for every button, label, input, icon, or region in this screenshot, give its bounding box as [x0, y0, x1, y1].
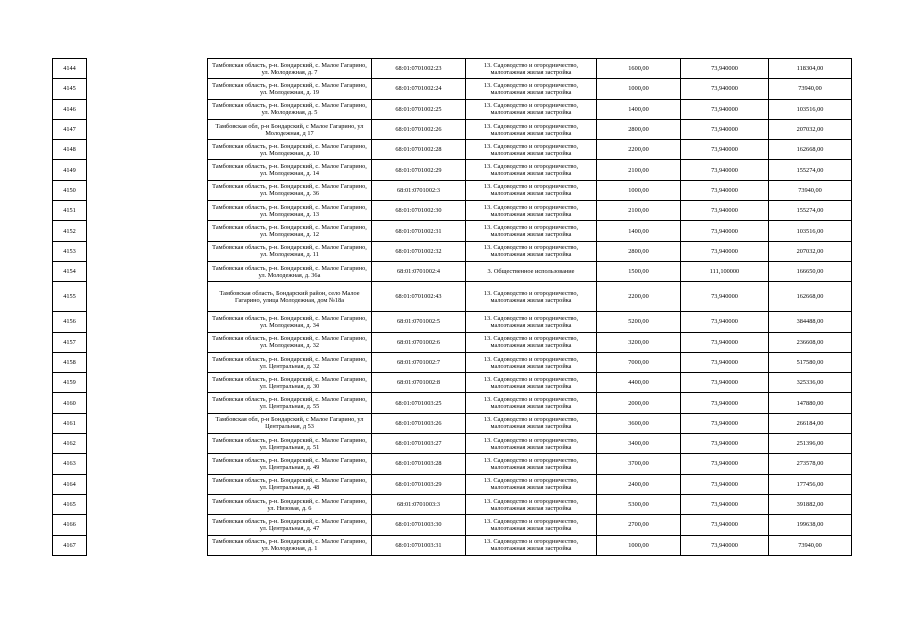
row-number-cell: 4157 [53, 332, 87, 352]
spacer-cell [87, 474, 208, 494]
land-use-cell: 13. Садоводство и огородничество, малоэтажная жилая застройка [466, 332, 597, 352]
row-number-cell: 4166 [53, 515, 87, 535]
cadastral-number-cell: 68:01:0701002:7 [372, 352, 466, 372]
cadastral-value-cell: 391882,00 [769, 494, 852, 514]
spacer-cell [87, 241, 208, 261]
cadastral-value-cell: 517580,00 [769, 352, 852, 372]
cadastral-number-cell: 68:01:0701003:25 [372, 393, 466, 413]
address-cell: Тамбовская область, р-н. Бондарский, с. Малое Гагарино, ул. Центральная, д. 47 [208, 515, 372, 535]
address-cell: Тамбовская область, р-н. Бондарский, с. Малое Гагарино, ул. Молодежная, д. 14 [208, 160, 372, 180]
spacer-cell [87, 352, 208, 372]
land-use-cell: 13. Садоводство и огородничество, малоэтажная жилая застройка [466, 221, 597, 241]
spacer-cell [87, 221, 208, 241]
area-cell: 2700,00 [597, 515, 681, 535]
address-cell: Тамбовская обл, р-н Бондарский, с Малое Гагарино, ул Молодежная, д 17 [208, 119, 372, 139]
land-use-cell: 13. Садоводство и огородничество, малоэтажная жилая застройка [466, 373, 597, 393]
spacer-cell [87, 535, 208, 555]
spacer-cell [87, 393, 208, 413]
cadastral-rate-cell: 73,940000 [681, 393, 769, 413]
row-number-cell: 4149 [53, 160, 87, 180]
cadastral-number-cell: 68:01:0701002:25 [372, 99, 466, 119]
table-row [53, 352, 852, 372]
address-cell: Тамбовская область, р-н. Бондарский, с. Малое Гагарино, ул. Молодежная, д. 1 [208, 535, 372, 555]
cadastral-rate-cell: 73,940000 [681, 79, 769, 99]
spacer-cell [87, 373, 208, 393]
address-cell: Тамбовская обл, р-н Бондарский, с Малое Гагарино, ул Центральная, д 53 [208, 413, 372, 433]
table-row [53, 261, 852, 281]
land-use-cell: 13. Садоводство и огородничество, малоэтажная жилая застройка [466, 312, 597, 332]
table-row [53, 535, 852, 555]
address-cell: Тамбовская область, р-н. Бондарский, с. Малое Гагарино, ул. Молодежная, д. 13 [208, 201, 372, 221]
spacer-cell [87, 515, 208, 535]
cadastral-rate-cell: 73,940000 [681, 494, 769, 514]
row-number-cell: 4156 [53, 312, 87, 332]
address-cell: Тамбовская область, р-н. Бондарский, с. Малое Гагарино, ул. Молодежная, д. 36а [208, 261, 372, 281]
cadastral-number-cell: 68:01:0701002:3 [372, 180, 466, 200]
address-cell: Тамбовская область, р-н. Бондарский, с. Малое Гагарино, ул. Низовая, д. 6 [208, 494, 372, 514]
cadastral-number-cell: 68:01:0701003:31 [372, 535, 466, 555]
cadastral-rate-cell: 73,940000 [681, 434, 769, 454]
area-cell: 3400,00 [597, 434, 681, 454]
cadastral-value-cell: 325336,00 [769, 373, 852, 393]
area-cell: 1000,00 [597, 79, 681, 99]
address-cell: Тамбовская область, р-н. Бондарский, с. Малое Гагарино, ул. Молодежная, д. 5 [208, 99, 372, 119]
address-cell: Тамбовская область, р-н. Бондарский, с. Малое Гагарино, ул. Центральная, д. 48 [208, 474, 372, 494]
cadastral-value-cell: 155274,00 [769, 201, 852, 221]
land-use-cell: 13. Садоводство и огородничество, малоэтажная жилая застройка [466, 413, 597, 433]
table-row [53, 282, 852, 312]
table-row [53, 59, 852, 79]
cadastral-value-cell: 147880,00 [769, 393, 852, 413]
area-cell: 1000,00 [597, 535, 681, 555]
address-cell: Тамбовская область, р-н. Бондарский, с. Малое Гагарино, ул. Молодежная, д. 11 [208, 241, 372, 261]
row-number-cell: 4165 [53, 494, 87, 514]
row-number-cell: 4159 [53, 373, 87, 393]
row-number-cell: 4164 [53, 474, 87, 494]
cadastral-value-cell: 103516,00 [769, 221, 852, 241]
address-cell: Тамбовская область, р-н. Бондарский, с. Малое Гагарино, ул. Молодежная, д. 34 [208, 312, 372, 332]
row-number-cell: 4147 [53, 119, 87, 139]
area-cell: 1400,00 [597, 99, 681, 119]
cadastral-rate-cell: 73,940000 [681, 180, 769, 200]
cadastral-value-cell: 103516,00 [769, 99, 852, 119]
table-row [53, 474, 852, 494]
cadastral-number-cell: 68:01:0701003:27 [372, 434, 466, 454]
table-row [53, 434, 852, 454]
table-row [53, 413, 852, 433]
cadastral-number-cell: 68:01:0701002:8 [372, 373, 466, 393]
area-cell: 2100,00 [597, 160, 681, 180]
area-cell: 4400,00 [597, 373, 681, 393]
address-cell: Тамбовская область, р-н. Бондарский, с. Малое Гагарино, ул. Молодежная, д. 19 [208, 79, 372, 99]
land-use-cell: 13. Садоводство и огородничество, малоэтажная жилая застройка [466, 454, 597, 474]
spacer-cell [87, 180, 208, 200]
cadastral-value-cell: 155274,00 [769, 160, 852, 180]
area-cell: 3700,00 [597, 454, 681, 474]
area-cell: 2200,00 [597, 282, 681, 312]
cadastral-rate-cell: 73,940000 [681, 99, 769, 119]
area-cell: 1000,00 [597, 180, 681, 200]
table-row [53, 494, 852, 514]
address-cell: Тамбовская область, р-н. Бондарский, с. Малое Гагарино, ул. Центральная, д. 49 [208, 454, 372, 474]
address-cell: Тамбовская область, р-н. Бондарский, с. Малое Гагарино, ул. Центральная, д. 30 [208, 373, 372, 393]
cadastral-number-cell: 68:01:0701002:29 [372, 160, 466, 180]
cadastral-number-cell: 68:01:0701003:30 [372, 515, 466, 535]
land-use-cell: 3. Общественное использование [466, 261, 597, 281]
table-row [53, 119, 852, 139]
area-cell: 2200,00 [597, 140, 681, 160]
land-use-cell: 13. Садоводство и огородничество, малоэтажная жилая застройка [466, 393, 597, 413]
cadastral-rate-cell: 73,940000 [681, 241, 769, 261]
cadastral-value-cell: 207032,00 [769, 119, 852, 139]
spacer-cell [87, 434, 208, 454]
cadastral-rate-cell: 73,940000 [681, 332, 769, 352]
land-use-cell: 13. Садоводство и огородничество, малоэтажная жилая застройка [466, 494, 597, 514]
table-row [53, 79, 852, 99]
spacer-cell [87, 282, 208, 312]
cadastral-number-cell: 68:01:0701002:31 [372, 221, 466, 241]
cadastral-value-cell: 273578,00 [769, 454, 852, 474]
cadastral-value-cell: 73940,00 [769, 535, 852, 555]
cadastral-number-cell: 68:01:0701002:30 [372, 201, 466, 221]
table-row [53, 140, 852, 160]
cadastral-value-cell: 166650,00 [769, 261, 852, 281]
cadastral-rate-cell: 111,100000 [681, 261, 769, 281]
cadastral-number-cell: 68:01:0701002:24 [372, 79, 466, 99]
land-registry-table [52, 58, 851, 556]
cadastral-number-cell: 68:01:0701003:29 [372, 474, 466, 494]
cadastral-rate-cell: 73,940000 [681, 160, 769, 180]
cadastral-value-cell: 266184,00 [769, 413, 852, 433]
table-row [53, 454, 852, 474]
cadastral-value-cell: 207032,00 [769, 241, 852, 261]
table-row [53, 221, 852, 241]
address-cell: Тамбовская область, р-н. Бондарский, с. Малое Гагарино, ул. Центральная, д. 55 [208, 393, 372, 413]
row-number-cell: 4160 [53, 393, 87, 413]
row-number-cell: 4158 [53, 352, 87, 372]
cadastral-value-cell: 73940,00 [769, 180, 852, 200]
table-row [53, 180, 852, 200]
land-use-cell: 13. Садоводство и огородничество, малоэтажная жилая застройка [466, 140, 597, 160]
spacer-cell [87, 454, 208, 474]
table-row [53, 515, 852, 535]
land-use-cell: 13. Садоводство и огородничество, малоэтажная жилая застройка [466, 59, 597, 79]
spacer-cell [87, 413, 208, 433]
spacer-cell [87, 160, 208, 180]
area-cell: 2800,00 [597, 119, 681, 139]
address-cell: Тамбовская область, р-н. Бондарский, с. Малое Гагарино, ул. Центральная, д. 32 [208, 352, 372, 372]
area-cell: 3600,00 [597, 413, 681, 433]
address-cell: Тамбовская область, Бондарский район, село Малое Гагарино, улица Молодежная, дом №18а [208, 282, 372, 312]
cadastral-rate-cell: 73,940000 [681, 454, 769, 474]
area-cell: 1400,00 [597, 221, 681, 241]
row-number-cell: 4163 [53, 454, 87, 474]
cadastral-value-cell: 177456,00 [769, 474, 852, 494]
cadastral-value-cell: 236608,00 [769, 332, 852, 352]
cadastral-rate-cell: 73,940000 [681, 515, 769, 535]
table-row [53, 160, 852, 180]
row-number-cell: 4154 [53, 261, 87, 281]
land-use-cell: 13. Садоводство и огородничество, малоэтажная жилая застройка [466, 515, 597, 535]
land-use-cell: 13. Садоводство и огородничество, малоэтажная жилая застройка [466, 79, 597, 99]
cadastral-rate-cell: 73,940000 [681, 373, 769, 393]
address-cell: Тамбовская область, р-н. Бондарский, с. Малое Гагарино, ул. Молодежная, д. 10 [208, 140, 372, 160]
table-row [53, 312, 852, 332]
spacer-cell [87, 201, 208, 221]
cadastral-number-cell: 68:01:0701002:26 [372, 119, 466, 139]
land-use-cell: 13. Садоводство и огородничество, малоэтажная жилая застройка [466, 282, 597, 312]
cadastral-rate-cell: 73,940000 [681, 413, 769, 433]
land-use-cell: 13. Садоводство и огородничество, малоэтажная жилая застройка [466, 474, 597, 494]
area-cell: 2100,00 [597, 201, 681, 221]
row-number-cell: 4153 [53, 241, 87, 261]
spacer-cell [87, 140, 208, 160]
cadastral-rate-cell: 73,940000 [681, 535, 769, 555]
row-number-cell: 4167 [53, 535, 87, 555]
address-cell: Тамбовская область, р-н. Бондарский, с. Малое Гагарино, ул. Молодежная, д. 36 [208, 180, 372, 200]
row-number-cell: 4150 [53, 180, 87, 200]
area-cell: 2800,00 [597, 241, 681, 261]
area-cell: 1600,00 [597, 59, 681, 79]
address-cell: Тамбовская область, р-н. Бондарский, с. Малое Гагарино, ул. Молодежная, д. 32 [208, 332, 372, 352]
cadastral-value-cell: 118304,00 [769, 59, 852, 79]
row-number-cell: 4152 [53, 221, 87, 241]
table-row [53, 373, 852, 393]
cadastral-rate-cell: 73,940000 [681, 221, 769, 241]
cadastral-rate-cell: 73,940000 [681, 119, 769, 139]
address-cell: Тамбовская область, р-н. Бондарский, с. Малое Гагарино, ул. Молодежная, д. 12 [208, 221, 372, 241]
cadastral-number-cell: 68:01:0701002:28 [372, 140, 466, 160]
table-row [53, 201, 852, 221]
spacer-cell [87, 59, 208, 79]
area-cell: 1500,00 [597, 261, 681, 281]
table-body [53, 59, 852, 556]
spacer-cell [87, 119, 208, 139]
cadastral-number-cell: 68:01:0701002:5 [372, 312, 466, 332]
area-cell: 2000,00 [597, 393, 681, 413]
cadastral-number-cell: 68:01:0701003:3 [372, 494, 466, 514]
row-number-cell: 4151 [53, 201, 87, 221]
cadastral-rate-cell: 73,940000 [681, 201, 769, 221]
cadastral-value-cell: 251396,00 [769, 434, 852, 454]
area-cell: 5300,00 [597, 494, 681, 514]
land-use-cell: 13. Садоводство и огородничество, малоэтажная жилая застройка [466, 352, 597, 372]
land-use-cell: 13. Садоводство и огородничество, малоэтажная жилая застройка [466, 160, 597, 180]
cadastral-number-cell: 68:01:0701002:23 [372, 59, 466, 79]
cadastral-rate-cell: 73,940000 [681, 140, 769, 160]
cadastral-number-cell: 68:01:0701003:26 [372, 413, 466, 433]
cadastral-value-cell: 73940,00 [769, 79, 852, 99]
cadastral-number-cell: 68:01:0701002:6 [372, 332, 466, 352]
row-number-cell: 4148 [53, 140, 87, 160]
spacer-cell [87, 312, 208, 332]
land-use-cell: 13. Садоводство и огородничество, малоэтажная жилая застройка [466, 241, 597, 261]
cadastral-value-cell: 162668,00 [769, 140, 852, 160]
cadastral-rate-cell: 73,940000 [681, 474, 769, 494]
cadastral-value-cell: 199638,00 [769, 515, 852, 535]
row-number-cell: 4162 [53, 434, 87, 454]
address-cell: Тамбовская область, р-н. Бондарский, с. Малое Гагарино, ул. Молодежная, д. 7 [208, 59, 372, 79]
land-use-cell: 13. Садоводство и огородничество, малоэтажная жилая застройка [466, 99, 597, 119]
cadastral-rate-cell: 73,940000 [681, 312, 769, 332]
spacer-cell [87, 332, 208, 352]
row-number-cell: 4146 [53, 99, 87, 119]
area-cell: 5200,00 [597, 312, 681, 332]
land-use-cell: 13. Садоводство и огородничество, малоэтажная жилая застройка [466, 119, 597, 139]
spacer-cell [87, 79, 208, 99]
spacer-cell [87, 494, 208, 514]
land-use-cell: 13. Садоводство и огородничество, малоэтажная жилая застройка [466, 180, 597, 200]
cadastral-number-cell: 68:01:0701002:32 [372, 241, 466, 261]
row-number-cell: 4155 [53, 282, 87, 312]
area-cell: 3200,00 [597, 332, 681, 352]
row-number-cell: 4161 [53, 413, 87, 433]
spacer-cell [87, 261, 208, 281]
land-use-cell: 13. Садоводство и огородничество, малоэтажная жилая застройка [466, 201, 597, 221]
land-use-cell: 13. Садоводство и огородничество, малоэтажная жилая застройка [466, 535, 597, 555]
cadastral-value-cell: 384488,00 [769, 312, 852, 332]
table-row [53, 99, 852, 119]
cadastral-number-cell: 68:01:0701002:43 [372, 282, 466, 312]
table-row [53, 393, 852, 413]
address-cell: Тамбовская область, р-н. Бондарский, с. Малое Гагарино, ул. Центральная, д. 51 [208, 434, 372, 454]
cadastral-value-cell: 162668,00 [769, 282, 852, 312]
area-cell: 7000,00 [597, 352, 681, 372]
table-row [53, 241, 852, 261]
cadastral-number-cell: 68:01:0701003:28 [372, 454, 466, 474]
spacer-cell [87, 99, 208, 119]
cadastral-rate-cell: 73,940000 [681, 282, 769, 312]
land-use-cell: 13. Садоводство и огородничество, малоэтажная жилая застройка [466, 434, 597, 454]
cadastral-rate-cell: 73,940000 [681, 59, 769, 79]
row-number-cell: 4144 [53, 59, 87, 79]
area-cell: 2400,00 [597, 474, 681, 494]
table-row [53, 332, 852, 352]
row-number-cell: 4145 [53, 79, 87, 99]
cadastral-number-cell: 68:01:0701002:4 [372, 261, 466, 281]
cadastral-rate-cell: 73,940000 [681, 352, 769, 372]
